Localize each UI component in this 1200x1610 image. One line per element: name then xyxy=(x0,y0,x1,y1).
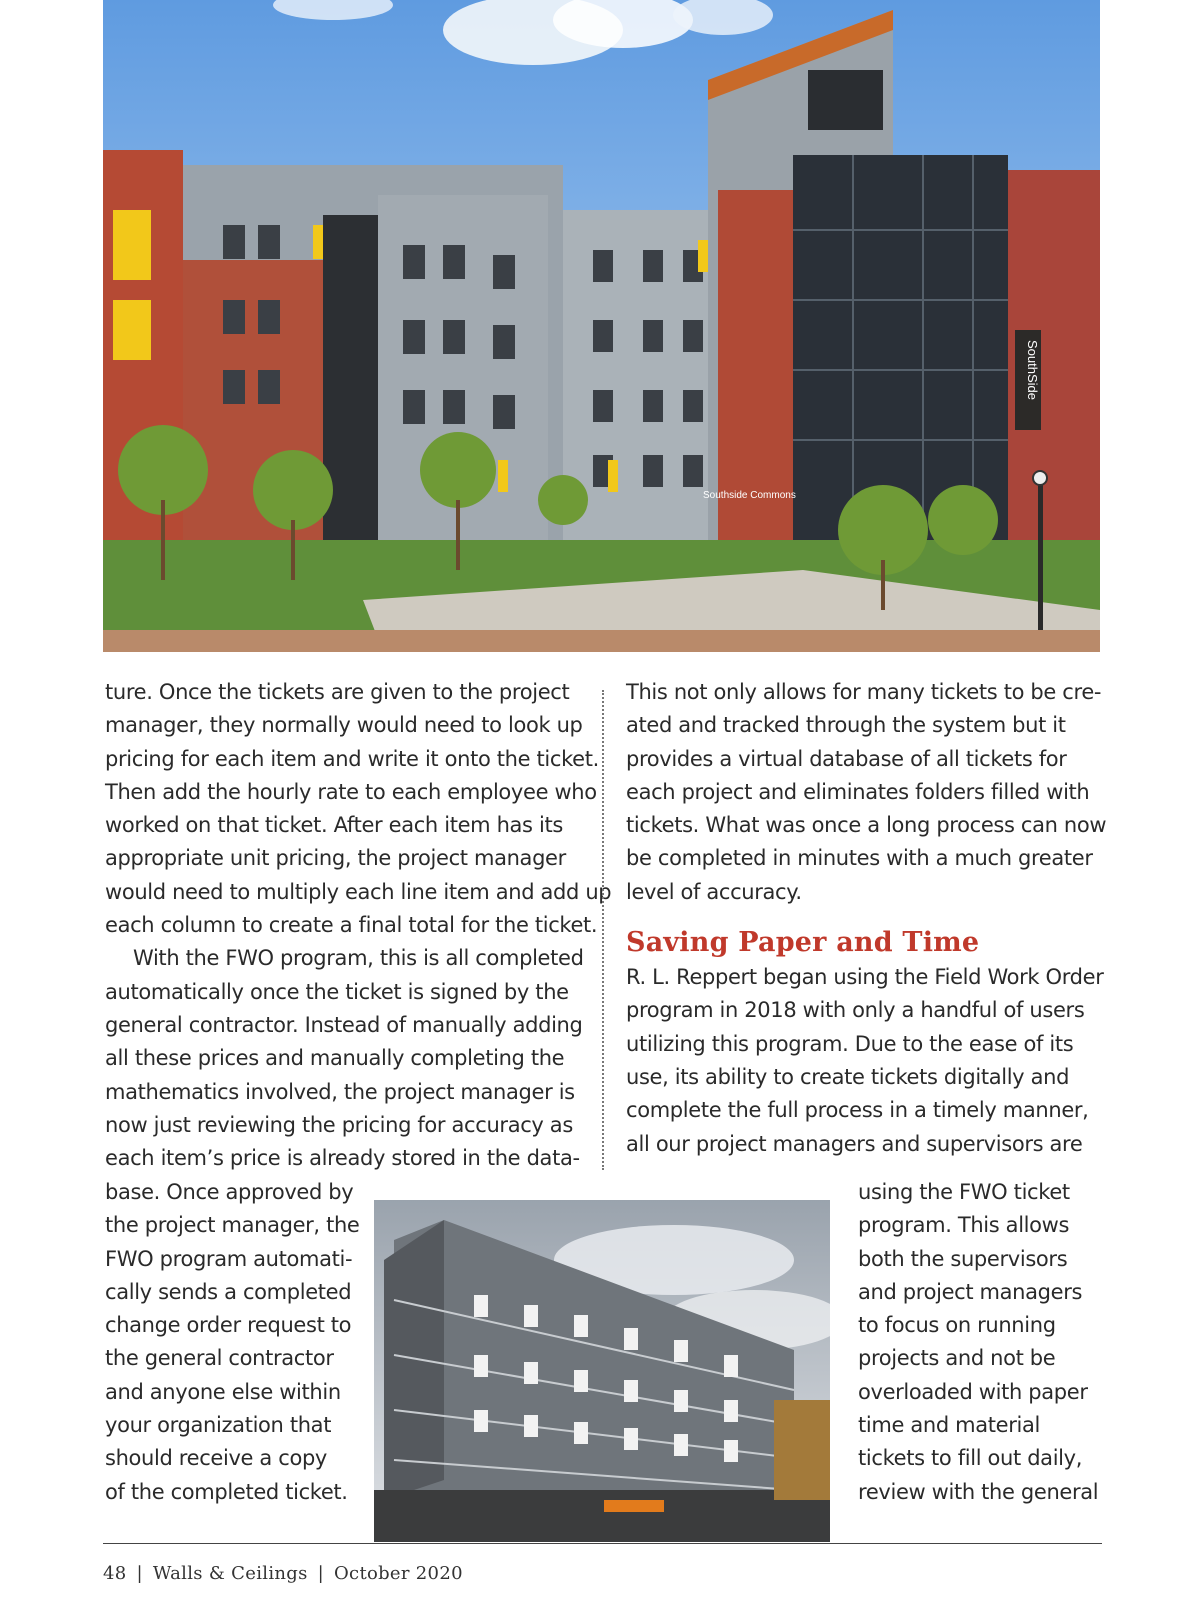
text-line: pricing for each item and write it onto the ticket. xyxy=(105,746,599,771)
text-line: tickets. What was once a long process can now xyxy=(626,813,1107,838)
right-wrap-text xyxy=(858,1176,1108,1509)
right-paragraph-1 xyxy=(626,676,1106,909)
text-line: be completed in minutes with a much greater xyxy=(626,846,1093,871)
text-line: R. L. Reppert began using the Field Work Order xyxy=(626,965,1104,990)
text-line: base. Once approved by xyxy=(105,1180,354,1204)
text-line: using the FWO ticket xyxy=(858,1180,1070,1204)
text-line: complete the full process in a timely manner, xyxy=(626,1098,1089,1123)
text-line: now just reviewing the pricing for accuracy as xyxy=(105,1112,573,1137)
text-line: With the FWO program, this is all completed xyxy=(133,946,584,971)
footer-separator: | xyxy=(317,1563,324,1584)
text-line: ture. Once the tickets are given to the project xyxy=(105,680,570,704)
text-line: would need to multiply each line item and add up xyxy=(105,879,612,904)
text-line: program in 2018 with only a handful of users xyxy=(626,998,1085,1023)
text-line: both the supervisors xyxy=(858,1246,1068,1271)
text-line: appropriate unit pricing, the project manager xyxy=(105,846,566,871)
issue-date: October 2020 xyxy=(334,1563,463,1584)
construction-illustration xyxy=(374,1200,830,1542)
page-footer xyxy=(103,1563,463,1584)
text-line: level of accuracy. xyxy=(626,879,802,904)
text-line: provides a virtual database of all tickets for xyxy=(626,746,1067,771)
text-line: worked on that ticket. After each item has its xyxy=(105,813,563,838)
footer-rule xyxy=(103,1543,1102,1544)
entrance-sign-text: Southside Commons xyxy=(703,490,796,501)
text-line: each column to create a final total for the ticket. xyxy=(105,913,598,938)
text-line: projects and not be xyxy=(858,1346,1056,1371)
text-line: automatically once the ticket is signed by the xyxy=(105,979,569,1004)
text-line: of the completed ticket. xyxy=(105,1479,348,1504)
text-line: cally sends a completed xyxy=(105,1279,352,1304)
text-line: all our project managers and supervisors are xyxy=(626,1131,1083,1156)
text-line: ated and tracked through the system but it xyxy=(626,713,1066,738)
text-line: Then add the hourly rate to each employee who xyxy=(105,779,597,804)
column-divider xyxy=(602,690,604,1170)
text-line: change order request to xyxy=(105,1313,352,1338)
text-line: all these prices and manually completing the xyxy=(105,1046,565,1071)
text-line: to focus on running xyxy=(858,1313,1056,1338)
text-line: each item’s price is already stored in the data- xyxy=(105,1146,580,1171)
text-line: the general contractor xyxy=(105,1346,334,1371)
text-line: overloaded with paper xyxy=(858,1379,1088,1404)
text-line: your organization that xyxy=(105,1413,332,1438)
text-line: utilizing this program. Due to the ease of its xyxy=(626,1031,1074,1056)
top-photo xyxy=(103,0,1100,652)
page-number: 48 xyxy=(103,1563,127,1584)
text-line: FWO program automati- xyxy=(105,1246,353,1271)
footer-separator: | xyxy=(136,1563,143,1584)
text-line: tickets to fill out daily, xyxy=(858,1446,1083,1471)
right-column xyxy=(626,676,1106,1161)
bottom-photo xyxy=(374,1200,830,1542)
left-wrap-text xyxy=(105,1176,365,1509)
text-line: general contractor. Instead of manually adding xyxy=(105,1012,583,1037)
publication-name: Walls & Ceilings xyxy=(152,1563,308,1584)
text-line: use, its ability to create tickets digitally and xyxy=(626,1064,1070,1089)
text-line: the project manager, the xyxy=(105,1213,360,1238)
text-line: mathematics involved, the project manager is xyxy=(105,1079,575,1104)
left-column xyxy=(105,676,612,1175)
text-line: program. This allows xyxy=(858,1213,1070,1238)
text-line: time and material xyxy=(858,1413,1041,1438)
text-line: should receive a copy xyxy=(105,1446,328,1471)
left-paragraph-1 xyxy=(105,676,612,942)
building-illustration xyxy=(103,0,1100,652)
right-paragraph-2 xyxy=(626,961,1106,1161)
text-line: and anyone else within xyxy=(105,1379,341,1404)
text-line: and project managers xyxy=(858,1279,1083,1304)
left-paragraph-2 xyxy=(105,942,590,1175)
building-sign-text: SouthSide xyxy=(1025,340,1040,400)
text-line: each project and eliminates folders filled with xyxy=(626,779,1090,804)
text-line: manager, they normally would need to look up xyxy=(105,713,583,738)
text-line: This not only allows for many tickets to be cre- xyxy=(626,680,1102,704)
text-line: review with the general xyxy=(858,1479,1099,1504)
section-subhead: Saving Paper and Time xyxy=(626,927,980,959)
